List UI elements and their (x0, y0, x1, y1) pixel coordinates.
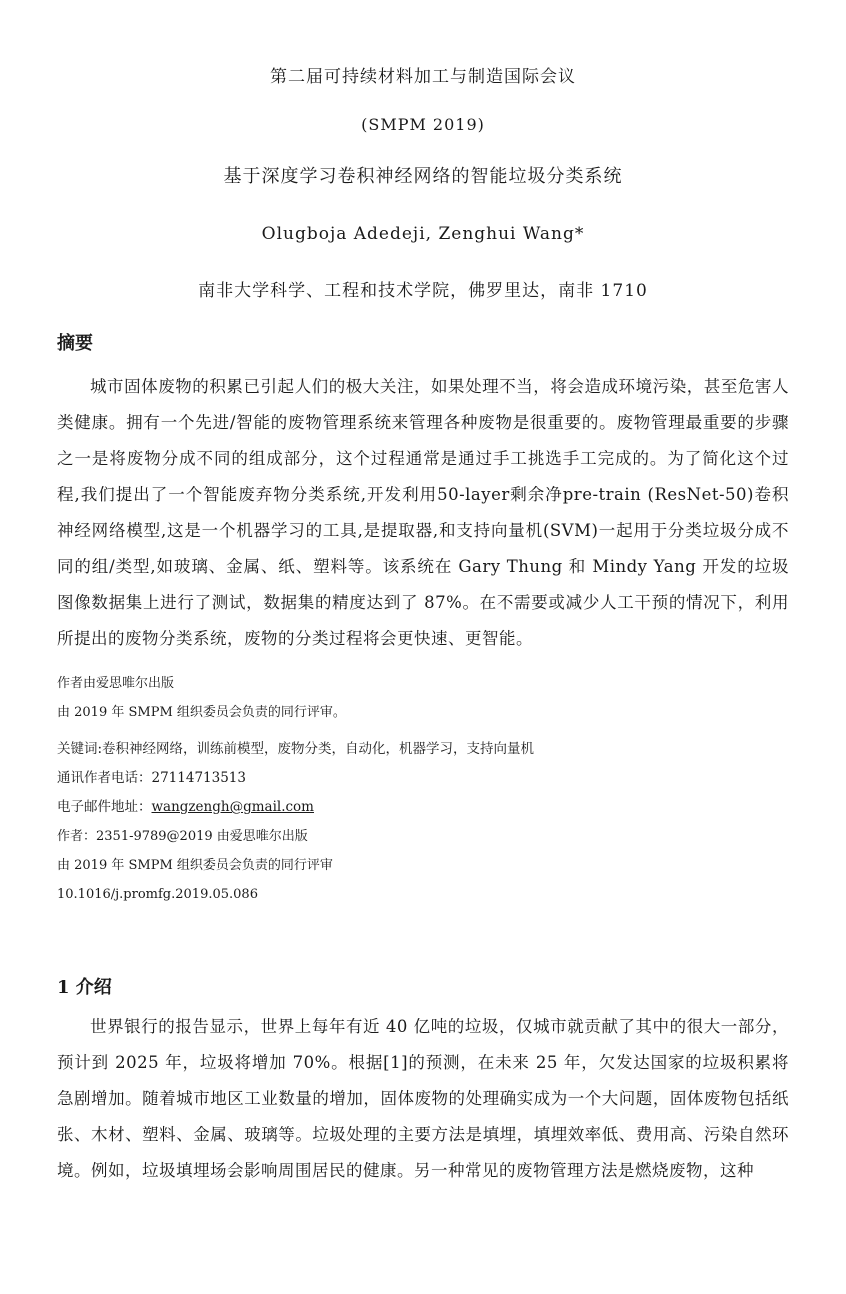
keywords-line: 关键词:卷积神经网络，训练前模型，废物分类，自动化，机器学习，支持向量机 (57, 741, 535, 757)
peer-review-note-2: 由 2019 年 SMPM 组织委员会负责的同行评审 (57, 858, 333, 873)
peer-review-note: 由 2019 年 SMPM 组织委员会负责的同行评审。 (57, 705, 346, 720)
introduction-paragraph: 世界银行的报告显示，世界上每年有近 40 亿吨的垃圾，仅城市就贡献了其中的很大一部分，预计到 2025 年，垃圾将增加 70%。根据[1]的预测，在未来 25 年，欠发达国家的垃圾积累将急剧增加。随着城市地区工业数量的增加，固体废物的处理确实成为一个大问题，固体废物包括纸张、木材、塑料、金属、玻璃等。垃圾处理的主要方法是填埋，填埋效率低、费用高、污染自然环境。例如，垃圾填埋场会影响周围居民的健康。另一种常见的废物管理方法是燃烧废物，这种 (57, 1017, 789, 1180)
paper-title: 基于深度学习卷积神经网络的智能垃圾分类系统 (223, 166, 623, 187)
author-names: Olugboja Adedeji, Zenghui Wang* (261, 224, 585, 244)
doi-line: 10.1016/j.promfg.2019.05.086 (57, 887, 258, 902)
email-line (57, 793, 789, 822)
introduction-heading: 1 介绍 (57, 977, 112, 998)
author-affiliation: 南非大学科学、工程和技术学院，佛罗里达，南非 1710 (198, 281, 648, 301)
front-matter (57, 62, 789, 301)
email-link[interactable]: wangzengh@gmail.com (151, 799, 314, 815)
corresponding-phone-line: 通讯作者电话：27114713513 (57, 770, 246, 786)
copyright-line: 作者：2351-9789@2019 由爱思唯尔出版 (57, 829, 308, 844)
publisher-note: 作者由爱思唯尔出版 (57, 676, 175, 691)
conference-title: 第二届可持续材料加工与制造国际会议 (270, 67, 576, 87)
email-label: 电子邮件地址： (57, 799, 152, 815)
abstract-heading: 摘要 (57, 333, 93, 354)
conference-session: (SMPM 2019) (361, 115, 485, 134)
publication-meta (57, 669, 789, 909)
abstract-paragraph: 城市固体废物的积累已引起人们的极大关注，如果处理不当，将会造成环境污染，甚至危害人类健康。拥有一个先进/智能的废物管理系统来管理各种废物是很重要的。废物管理最重要的步骤之一是将废物分成不同的组成部分，这个过程通常是通过手工挑选手工完成的。为了简化这个过程,我们提出了一个智能废弃物分类系统,开发利用50-layer剩余净pre-train (ResNet-50)卷积神经网络模型,这是一个机器学习的工具,是提取器,和支持向量机(SVM)一起用于分类垃圾分成不同的组/类型,如玻璃、金属、纸、塑料等。该系统在 Gary Thung 和 Mindy Yang 开发的垃圾图像数据集上进行了测试，数据集的精度达到了 87%。在不需要或减少人工干预的情况下，利用所提出的废物分类系统，废物的分类过程将会更快速、更智能。 (57, 377, 789, 648)
